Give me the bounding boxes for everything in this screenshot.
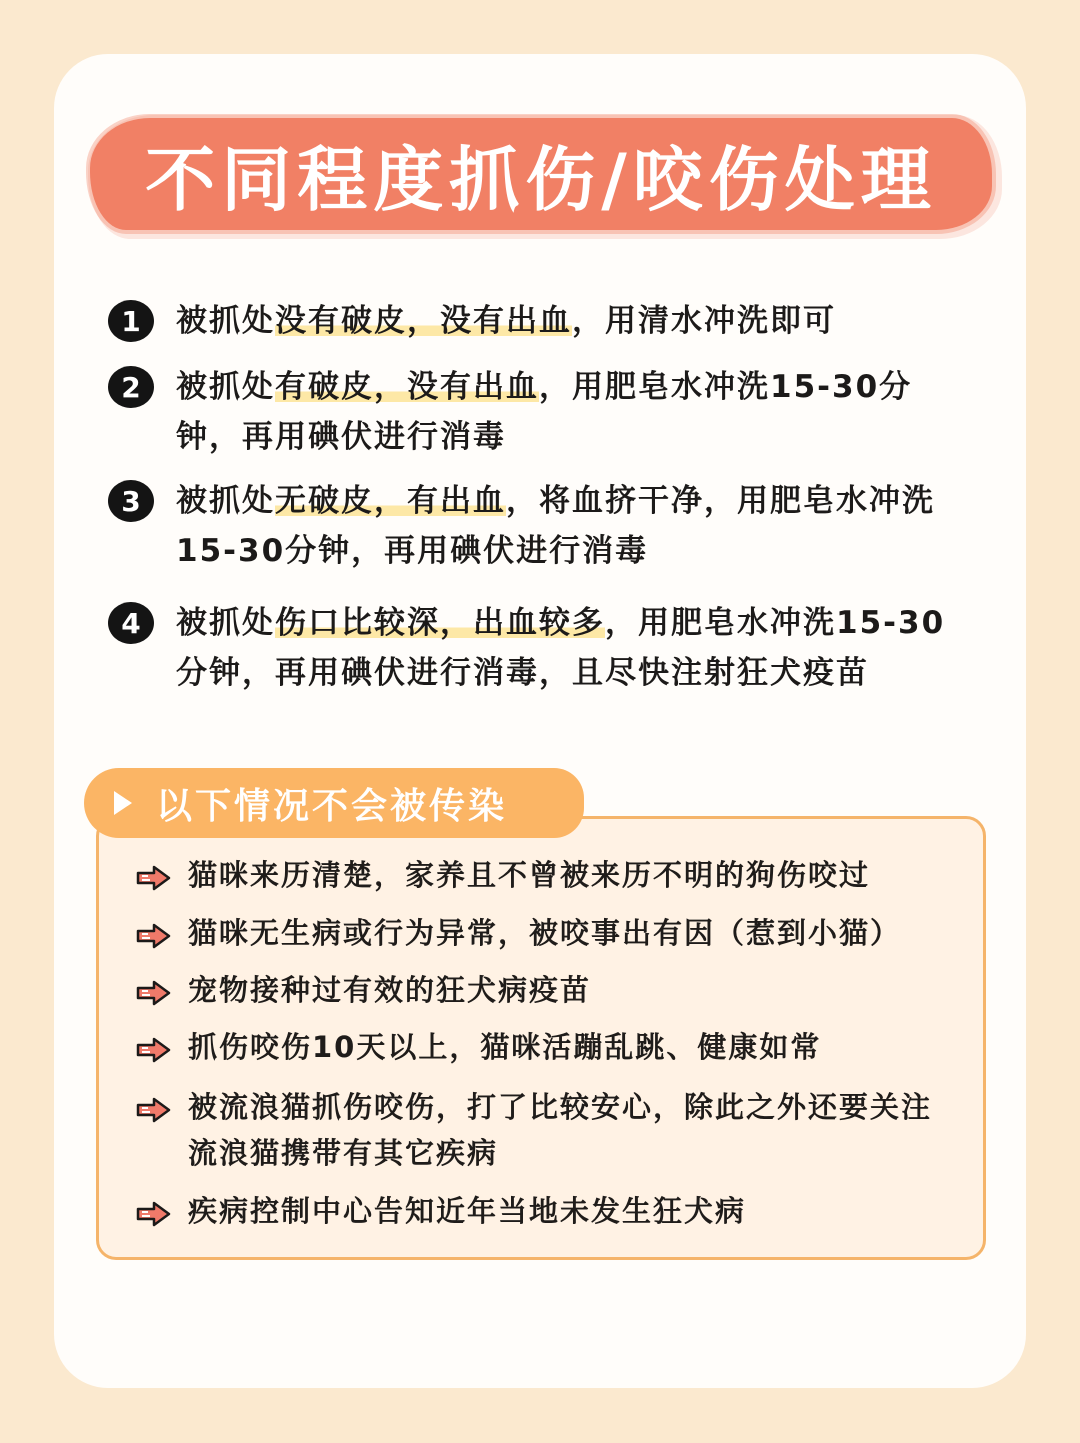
list-item [136, 1024, 956, 1070]
step-prefix: 被抓处 [176, 303, 275, 339]
step-item-4 [108, 598, 968, 698]
step-item-3 [108, 476, 968, 576]
step-suffix: ，用肥皂水冲洗15-30分钟，再用碘伏进行消毒 [176, 369, 913, 455]
number-3-icon: 3 [108, 480, 154, 522]
step-highlight: 伤口比较深， [275, 605, 473, 641]
step-prefix: 被抓处 [176, 483, 275, 519]
list-item [136, 910, 956, 956]
step-prefix: 被抓处 [176, 605, 275, 641]
step-text [176, 362, 966, 462]
list-item [136, 1084, 956, 1176]
pink-arrow-icon [136, 864, 172, 892]
step-highlight: 有出血 [407, 483, 506, 519]
step-prefix: 被抓处 [176, 369, 275, 405]
step-highlight: 出血较多 [473, 605, 605, 641]
play-triangle-icon [114, 791, 132, 815]
step-text [176, 476, 966, 576]
section-title: 以下情况不会被传染 [156, 785, 508, 827]
pink-arrow-icon [136, 1096, 172, 1124]
step-highlight: 没有破皮， [275, 303, 440, 339]
step-highlight: 没有出血 [440, 303, 572, 339]
step-text [176, 296, 966, 346]
step-suffix: ，用肥皂水冲洗15-30分钟，再用碘伏进行消毒，且尽快注射狂犬疫苗 [176, 605, 946, 691]
number-4-icon: 4 [108, 602, 154, 644]
step-text [176, 598, 966, 698]
step-item-1 [108, 296, 968, 346]
number-2-icon: 2 [108, 366, 154, 408]
pink-arrow-icon [136, 1200, 172, 1228]
pink-arrow-icon [136, 922, 172, 950]
list-item [136, 967, 956, 1013]
section-tab [84, 768, 584, 838]
pink-arrow-icon [136, 1036, 172, 1064]
pink-arrow-icon [136, 979, 172, 1007]
number-1-icon: 1 [108, 300, 154, 342]
step-highlight: 无破皮， [275, 483, 407, 519]
list-item-text: 猫咪无生病或行为异常，被咬事出有因（惹到小猫） [188, 916, 902, 950]
list-item [136, 1188, 956, 1234]
step-item-2 [108, 362, 968, 462]
list-item [136, 852, 956, 898]
list-item-text: 疾病控制中心告知近年当地未发生狂犬病 [188, 1194, 747, 1228]
page-title: 不同程度抓伤/咬伤处理 [145, 138, 937, 221]
step-highlight: 有破皮， [275, 369, 407, 405]
list-item-text: 宠物接种过有效的狂犬病疫苗 [188, 973, 592, 1007]
list-item-text: 被流浪猫抓伤咬伤，打了比较安心，除此之外还要关注流浪猫携带有其它疾病 [188, 1090, 933, 1170]
step-highlight: 没有出血 [407, 369, 539, 405]
list-item-text: 猫咪来历清楚，家养且不曾被来历不明的狗伤咬过 [188, 858, 871, 892]
step-suffix: ，用清水冲洗即可 [572, 303, 836, 339]
list-item-text: 抓伤咬伤10天以上，猫咪活蹦乱跳、健康如常 [188, 1030, 822, 1064]
step-suffix: ，将血挤干净，用肥皂水冲洗15-30分钟，再用碘伏进行消毒 [176, 483, 935, 569]
